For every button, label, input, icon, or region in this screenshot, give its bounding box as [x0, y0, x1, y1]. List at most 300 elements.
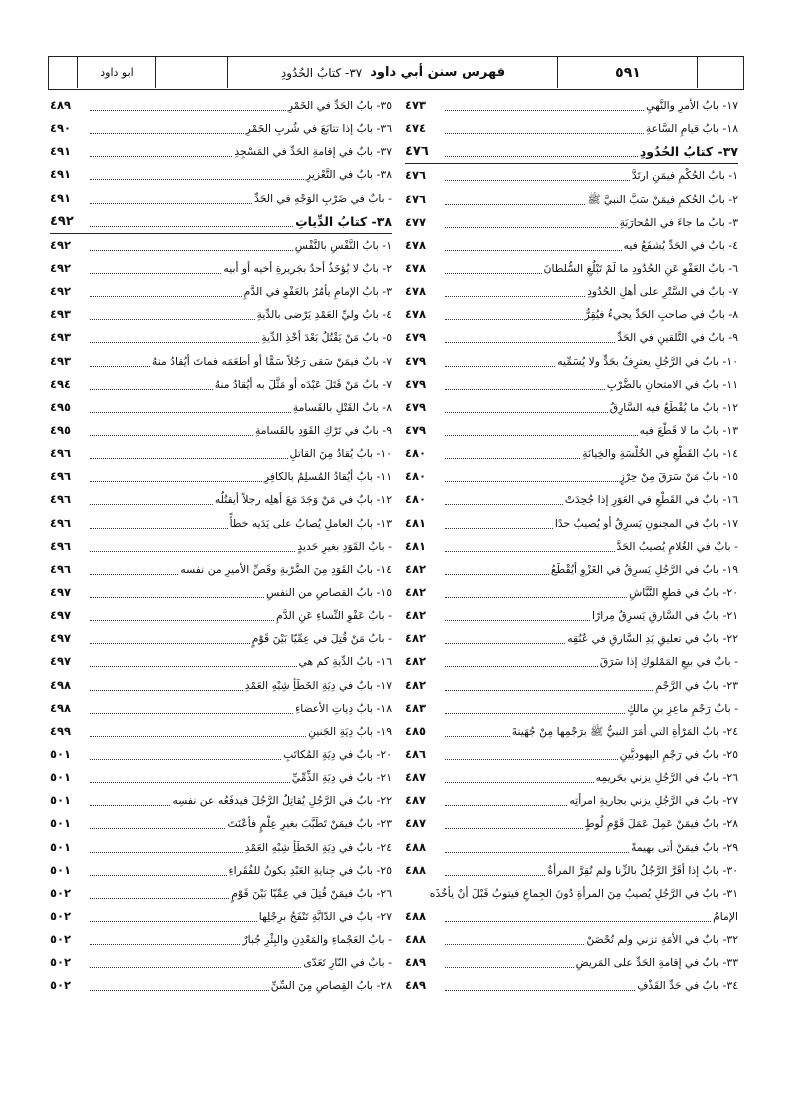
entry-page-number: ٤٨٩	[50, 98, 72, 112]
index-entry	[50, 419, 392, 442]
entry-page-number: ٤٩٣	[50, 330, 72, 345]
entry-page-number: ٤٨٧	[405, 793, 427, 808]
index-entry	[405, 442, 738, 465]
entry-title: - بابُ القَوَدِ بغيرِ حَديدٍ	[297, 539, 392, 553]
entry-title: ٨- بابٌ في صاحبِ الحَدِّ يجيءُ فيُقِرُّ	[584, 308, 738, 322]
index-entry	[405, 720, 738, 743]
dot-leader	[445, 250, 622, 251]
index-entry	[405, 928, 738, 951]
dot-leader	[90, 504, 213, 505]
dot-leader	[445, 666, 598, 667]
entry-page-number: ٤٨٣	[405, 700, 427, 715]
index-entry	[405, 974, 738, 997]
index-entry	[50, 650, 392, 673]
index-entry	[50, 140, 392, 163]
dot-leader	[445, 597, 627, 598]
entry-page-number: ٤٧٤	[405, 121, 427, 136]
header-cell-empty-2	[155, 57, 228, 88]
entry-title: ٢٩- بابٌ فيمَنْ أتى بهيمةً	[631, 840, 738, 854]
entry-title: ١١- بابُ أيُقادُ المُسلِمُ بالكافِرِ	[263, 470, 392, 484]
entry-title: ١٩- بابُ دِيَةِ الجَنينِ	[308, 724, 392, 738]
entry-title: ٢٣- بابٌ في الرَّجْمِ	[655, 678, 738, 692]
entry-page-number: ٤٨٢	[405, 608, 427, 623]
index-entry	[405, 697, 738, 720]
entry-page-number: ٤٧٩	[405, 376, 427, 391]
entry-page-number: ٤٩٨	[50, 677, 72, 692]
dot-leader	[445, 319, 583, 320]
index-entry	[405, 396, 738, 419]
entry-page-number: ٤٩٧	[50, 654, 72, 669]
entry-title: ٧- بابٌ في السَّتْرِ على أهلِ الحُدُودِ	[587, 285, 738, 299]
dot-leader	[445, 620, 590, 621]
entry-title: ٢٢- بابٌ في تعليقِ يَدِ السَّارقِ في عُنُقِه	[567, 632, 738, 646]
entry-title: ١٦- بابُ الدِّيةِ كم هي	[298, 655, 392, 669]
dot-leader	[90, 551, 295, 552]
entry-title: ٩- بابٌ في التَّلقينِ في الحَدِّ	[617, 331, 738, 345]
index-entry	[50, 558, 392, 581]
entry-title: ١٥- بابُ القصاصِ من النفسِ	[266, 585, 392, 599]
entry-page-number: ٤٧٨	[405, 307, 427, 322]
dot-leader	[90, 898, 229, 899]
index-entry	[405, 419, 738, 442]
entry-page-number: ٤٩١	[50, 144, 72, 159]
index-entry	[50, 674, 392, 697]
entry-page-number: ٤٨١	[405, 515, 427, 530]
entry-title: ٣٦- بابٌ إذا تتابَعَ في شُربِ الخَمْرِ	[245, 122, 392, 136]
dot-leader	[445, 528, 553, 529]
entry-page-number: ٤٨١	[405, 538, 427, 553]
dot-leader	[445, 852, 629, 853]
header-cell-title	[227, 57, 558, 88]
dot-leader	[445, 944, 584, 945]
entry-title: ٢٦- بابٌ فيمَنْ قُتِلَ في عِمِّيّا بَيْنَ قَوْمٍ	[231, 886, 392, 900]
dot-leader	[445, 759, 618, 760]
dot-leader	[90, 458, 288, 459]
dot-leader	[90, 110, 286, 111]
entry-page-number: ٤٧٨	[405, 284, 427, 299]
entry-title: ٢٨- بابٌ فيمَنْ عَمِلَ عَمَلَ قَوْمِ لُوطٍ	[584, 817, 738, 831]
entry-title: ٢١- بابٌ في السَّارقِ يَسرِقُ مِرارًا	[591, 609, 738, 623]
dot-leader	[445, 133, 644, 134]
dot-leader	[445, 967, 574, 968]
entry-page-number: ٤٧٦	[405, 191, 427, 206]
dot-leader	[90, 852, 243, 853]
entry-page-number: ٤٧٩	[405, 330, 427, 345]
entry-title: ٢٦- بابٌ في الرَّجُلِ يزني بحَريمِه	[595, 771, 738, 785]
entry-page-number: ٤٩٢	[50, 284, 72, 299]
entry-title: ٣- بابُ ما جاءَ في المُحارَبَةِ	[619, 215, 738, 229]
entry-page-number: ٤٨٠	[405, 446, 427, 461]
chapter-heading	[405, 140, 738, 164]
dot-leader	[445, 435, 638, 436]
dot-leader	[90, 481, 262, 482]
index-entry	[405, 581, 738, 604]
dot-leader	[90, 296, 242, 297]
entry-page-number: ٤٩٦	[50, 538, 72, 553]
entry-title: ٢١- بابٌ في دِيَةِ الذِّمِّيِّ	[291, 771, 392, 785]
dot-leader	[90, 528, 228, 529]
dot-leader	[90, 782, 290, 783]
entry-title: ٧- بابُ مَنْ قَتَلَ عَبْدَه أو مَثَّلَ به أيُقادُ منهُ	[214, 377, 392, 391]
entry-page-number: ٤٨٩	[405, 955, 427, 970]
entry-title: ١٧- بابُ الأمرِ والنَّهيِ	[646, 99, 738, 112]
entry-page-number: ٥٠١	[50, 816, 72, 831]
entry-page-number: ٤٩٨	[50, 700, 72, 715]
index-entry	[50, 581, 392, 604]
entry-page-number: ٤٨٢	[405, 584, 427, 599]
index-entry	[50, 280, 392, 303]
index-entry	[50, 488, 392, 511]
index-entry	[405, 812, 738, 835]
dot-leader	[90, 713, 293, 714]
dot-leader	[445, 458, 580, 459]
entry-page-number: ٤٨٢	[405, 654, 427, 669]
entry-title: ١- بابُ النَّفْسِ بالنَّفْسِ	[294, 238, 392, 252]
dot-leader	[445, 574, 549, 575]
entry-title: ١٨- بابُ قيامِ السَّاعةِ	[645, 122, 738, 136]
entry-page-number: ٤٩٦	[50, 446, 72, 461]
index-entry	[405, 905, 738, 928]
entry-title: ٣٨- بابٌ في التَّعْزيرِ	[305, 168, 392, 182]
entry-page-number: ٤٩٦	[50, 515, 72, 530]
index-entry	[50, 257, 392, 280]
entry-title: - بابٌ في الغُلامِ يُصيبُ الحَدَّ	[616, 539, 738, 553]
entry-title: ٢- بابٌ لا يُؤخَذُ أحدٌ بجَريرةِ أخيه أو أبيه	[223, 261, 392, 275]
entry-page-number: ٤٨٢	[405, 631, 427, 646]
entry-title: ١٨- بابُ دِياتِ الأعضاءِ	[295, 701, 392, 715]
dot-leader	[90, 620, 274, 621]
entry-page-number: ٤٧٣	[405, 98, 427, 112]
entry-title: ١٠- بابُ يُقادُ مِنَ القاتلِ	[289, 447, 392, 461]
index-entry	[50, 117, 392, 140]
entry-title: - بابُ مَنْ قُتِلَ في عِمِّيّا بَيْنَ قَوْمٍ	[251, 632, 392, 646]
dot-leader	[445, 227, 618, 228]
index-entry	[405, 117, 738, 140]
header-cell-empty-3	[697, 57, 743, 88]
index-entry	[405, 188, 738, 211]
entry-page-number: ٤٨٠	[405, 469, 427, 484]
entry-page-number: ٤٩٤	[50, 376, 72, 391]
index-entry	[405, 280, 738, 303]
dot-leader	[90, 250, 293, 251]
dot-leader	[90, 389, 213, 390]
index-entry	[405, 465, 738, 488]
entry-page-number: ٤٩٥	[50, 422, 72, 437]
dot-leader	[90, 412, 291, 413]
entry-page-number: ٤٩٧	[50, 631, 72, 646]
dot-leader	[445, 828, 583, 829]
entry-title: - بابُ عَفْوِ النِّساءِ عَنِ الدَّمِ	[276, 609, 392, 623]
index-entry	[50, 812, 392, 835]
index-entry	[50, 789, 392, 812]
dot-leader	[445, 551, 615, 552]
index-entry	[50, 627, 392, 650]
index-entry	[405, 789, 738, 812]
entry-title: - بابُ العَجْماءِ والمَعْدِنِ والبِئْرِ جُبارٌ	[242, 933, 392, 947]
entry-title: ١٧- بابٌ في المجنونِ يَسرِقُ أو يُصيبُ حدًا	[554, 516, 738, 530]
index-entry	[50, 465, 392, 488]
index-entry	[405, 535, 738, 558]
entry-title: ٣٧- كتابُ الحُدُودِ	[639, 144, 738, 160]
entry-page-number: ٥٠٢	[50, 955, 72, 970]
entry-page-number: ٤٨٨	[405, 932, 427, 947]
index-entry	[405, 558, 738, 581]
index-title: فهرس سنن أبي داود	[370, 65, 506, 80]
dot-leader	[445, 736, 510, 737]
dot-leader	[90, 203, 252, 204]
header-cell-page-number: ٥٩١	[557, 57, 698, 88]
dot-leader	[90, 179, 304, 180]
index-entry	[405, 211, 738, 234]
entry-page-number: ٤٨٧	[405, 816, 427, 831]
entry-page-number: ٥٠١	[50, 793, 72, 808]
entry-page-number: ٥٠١	[50, 770, 72, 785]
dot-leader	[445, 690, 653, 691]
dot-leader	[90, 574, 178, 575]
index-entry	[405, 512, 738, 535]
dot-leader	[445, 204, 585, 205]
index-entry	[50, 234, 392, 257]
entry-page-number: ٤٩٢	[50, 260, 72, 275]
index-entry	[50, 836, 392, 859]
entry-title: ٣٧- بابٌ في إقامةِ الحَدِّ في المَسْجِدِ	[234, 145, 392, 159]
entry-page-number: ٤٧٧	[405, 214, 427, 229]
dot-leader	[90, 319, 255, 320]
index-entry	[405, 859, 738, 882]
index-entry	[50, 697, 392, 720]
index-entry	[50, 373, 392, 396]
entry-page-number: ٥٠١	[50, 746, 72, 761]
entry-title: ١٤- بابُ القَطْعِ في الخُلْسَةِ والخِيانَةِ	[582, 447, 738, 461]
dot-leader	[445, 180, 630, 181]
entry-title: ١٣- بابُ ما لا قَطْعَ فيه	[639, 423, 738, 437]
index-entry	[405, 951, 738, 974]
dot-leader	[90, 435, 253, 436]
dot-leader	[445, 782, 594, 783]
entry-title: ٢٠- بابٌ في دِيَةِ المُكاتَبِ	[283, 747, 392, 761]
entry-page-number: ٤٧٦	[405, 144, 429, 160]
dot-leader	[90, 597, 264, 598]
dot-leader	[445, 643, 565, 644]
entry-title: ١٣- بابُ العاملِ يُصابُ على يَدَيه خطأً	[229, 516, 392, 530]
index-entry	[50, 905, 392, 928]
entry-title: ٤- بابُ وليِّ العَمْدِ يَرْضى بالدِّيةِ	[256, 308, 392, 322]
index-entry	[50, 928, 392, 951]
entry-title: ٢- بابُ الحُكمِ فيمَنْ سَبَّ النبيَّ ﷺ	[587, 192, 738, 206]
entry-title: ١٢- بابٌ في مَنْ وَجَدَ مَعَ أهلِه رجلاً أيقتُلُه	[214, 493, 392, 507]
entry-page-number: ٤٨٢	[405, 561, 427, 576]
index-entry	[405, 257, 738, 280]
index-entry	[50, 951, 392, 974]
dot-leader	[90, 273, 221, 274]
dot-leader	[90, 156, 232, 157]
entry-title: ٣٣- بابٌ في إقامةِ الحَدِّ على المَريضِ	[575, 956, 738, 970]
dot-leader	[90, 990, 269, 991]
dot-leader	[90, 666, 297, 667]
header-cell-empty-1	[49, 57, 77, 88]
entry-title: ٨- بابُ القَتْلِ بالقَسامةِ	[292, 400, 392, 414]
entry-page-number: ٤٧٨	[405, 237, 427, 252]
entry-title: ٣٨- كتابُ الدِّياتِ	[295, 213, 392, 229]
dot-leader	[90, 342, 259, 343]
index-entry	[405, 743, 738, 766]
index-entry	[405, 650, 738, 673]
header-cell-book-name: ابو داود	[77, 57, 156, 88]
index-entry	[50, 535, 392, 558]
entry-title: ٧- بابٌ فيمَنْ سَقى رَجُلاً سَمًّا أو أطعَمَه فماتَ أيُقادُ منهُ	[151, 354, 392, 368]
dot-leader	[90, 226, 293, 227]
entry-title: ٣- بابُ الإمامِ يأمُرُ بالعَفْوِ في الدَّمِ	[243, 285, 392, 299]
entry-page-number: ٥٠١	[50, 862, 72, 877]
dot-leader	[445, 156, 638, 157]
entry-title: ٢٥- بابٌ في رَجْمِ اليهوديَّينِ	[619, 747, 738, 761]
dot-leader	[90, 967, 301, 968]
index-entry	[405, 627, 738, 650]
entry-page-number: ٤٩٩	[50, 723, 72, 738]
entry-title: ٥- بابُ مَنْ يَقْتُلُ بَعْدَ أخْذِ الدِّيةِ	[261, 331, 392, 345]
entry-page-number: ٤٨٩	[405, 978, 427, 993]
entry-title: ١٢- بابُ ما يُقْطَعُ فيه السَّارِقُ	[609, 400, 738, 414]
entry-page-number: ٤٨٦	[405, 746, 427, 761]
entry-page-number: ٤٧٩	[405, 422, 427, 437]
dot-leader	[90, 875, 227, 876]
entry-title: ١٩- بابٌ في الرَّجُلِ يَسرِقُ في الغَزْوِ أيُقْطَعُ	[550, 562, 738, 576]
index-column-right	[405, 94, 738, 997]
entry-page-number: ٤٩٣	[50, 353, 72, 368]
index-entry	[50, 442, 392, 465]
entry-title: ٢٥- بابٌ في جِنايةِ العَبْدِ يكونُ للفُقَراءِ	[228, 863, 392, 877]
index-entry	[50, 326, 392, 349]
entry-title: ١٤- بابُ القَوَدِ مِنَ الضَّرْبةِ وقَصِّ الأميرِ من نفسه	[180, 562, 392, 576]
index-entry	[50, 604, 392, 627]
entry-page-number: ٤٩٥	[50, 399, 72, 414]
entry-title: ٢٨- بابُ القِصاصِ مِنَ السِّنِّ	[270, 979, 392, 993]
dot-leader	[445, 805, 567, 806]
entry-title: ٣٤- بابٌ في حَدِّ القَذْفِ	[637, 979, 738, 993]
index-entry	[405, 604, 738, 627]
entry-page-number: ٤٨٨	[405, 839, 427, 854]
entry-page-number: ٤٨٥	[405, 723, 427, 738]
index-entry	[50, 163, 392, 186]
index-column-left	[50, 94, 392, 997]
index-entry	[405, 882, 738, 905]
dot-leader	[445, 389, 605, 390]
entry-title: - بابٌ في النّارِ تَعَدّى	[303, 956, 392, 970]
entry-title: ٣٥- بابُ الحَدِّ في الخَمْرِ	[287, 99, 392, 112]
entry-page-number: ٤٨٨	[405, 862, 427, 877]
index-entry	[50, 766, 392, 789]
dot-leader	[445, 481, 618, 482]
index-entry	[50, 743, 392, 766]
index-entry	[50, 882, 392, 905]
index-entry	[405, 303, 738, 326]
entry-title: ٢٧- بابٌ في الرَّجُلِ يزني بجاريةِ امرأتِه	[569, 794, 738, 808]
entry-title: ٤- بابٌ في الحَدِّ يُشفَعُ فيه	[623, 238, 738, 252]
entry-page-number: ٥٠٢	[50, 885, 72, 900]
index-entry	[405, 350, 738, 373]
dot-leader	[90, 690, 243, 691]
entry-title: ١٦- بابٌ في القَطْعِ في العَوَرِ إذا جُحِدَتْ	[564, 493, 738, 507]
entry-page-number: ٤٨٠	[405, 492, 427, 507]
index-entry	[50, 859, 392, 882]
entry-page-number: ٥٠١	[50, 839, 72, 854]
entry-page-number: ٤٩٠	[50, 121, 72, 136]
entry-page-number: ٤٨٧	[405, 770, 427, 785]
entry-page-number: ٤٨٢	[405, 677, 427, 692]
entry-page-number: ٤٩٦	[50, 469, 72, 484]
entry-title: ١٠- بابٌ في الرَّجُلِ يعترِفُ بحَدٍّ ولا يُسَمِّيه	[557, 354, 738, 368]
dot-leader	[90, 759, 281, 760]
dot-leader	[445, 110, 644, 111]
entry-title: ٩- بابٌ في تَرْكِ القَوَدِ بالقَسامةِ	[254, 423, 392, 437]
index-entry	[405, 373, 738, 396]
entry-title: - بابٌ في بيعِ المَمْلوكِ إذا سَرَقَ	[599, 655, 738, 669]
index-entry	[50, 350, 392, 373]
chapter-heading	[50, 210, 392, 234]
index-entry	[50, 512, 392, 535]
entry-page-number: ٥٠٢	[50, 908, 72, 923]
entry-title: ١٥- بابُ مَنْ سَرَقَ مِنْ حِرْزٍ	[619, 470, 738, 484]
index-entry	[405, 164, 738, 187]
entry-title: ٣١- بابٌ في الرَّجُلِ يُصيبُ مِنَ المرأةِ دُونَ الجِماعِ فيتوبُ قَبْلَ أنْ يأخُذَه	[429, 886, 738, 900]
entry-page-number: ٤٩١	[50, 167, 72, 182]
index-entry	[50, 720, 392, 743]
dot-leader	[90, 828, 225, 829]
entry-title: - بابٌ في ضَرْبِ الوَجْهِ في الحَدِّ	[254, 191, 392, 205]
index-entry	[50, 303, 392, 326]
index-entry	[405, 94, 738, 117]
dot-leader	[445, 713, 625, 714]
entry-page-number: ٥٠٢	[50, 978, 72, 993]
entry-page-number: ٤٧٦	[405, 168, 427, 183]
index-entry	[405, 234, 738, 257]
entry-page-number: ٤٩٢	[50, 237, 72, 252]
entry-title: ٢٣- بابٌ فيمَنْ تَطَبَّبَ بغيرِ عِلْمٍ فأعْنَتَ	[227, 817, 392, 831]
entry-title: ٢٤- بابٌ في دِيَةِ الخَطَأِ شِبْهِ العَمْدِ	[244, 840, 392, 854]
index-entry	[405, 488, 738, 511]
entry-title: ٢٢- بابٌ في الرَّجُلِ يُقاتِلُ الرَّجُلَ فيدفَعُه عن نفسِه	[172, 794, 392, 808]
dot-leader	[90, 643, 250, 644]
dot-leader	[445, 296, 585, 297]
entry-title: الإمامُ	[713, 909, 738, 923]
index-entry	[405, 766, 738, 789]
entry-page-number: ٤٨٨	[405, 908, 427, 923]
dot-leader	[445, 921, 711, 922]
entry-page-number: ٤٩٧	[50, 608, 72, 623]
entry-title: ١١- بابٌ في الامتحانِ بالضَّرْبِ	[606, 377, 738, 391]
entry-page-number: ٥٠٢	[50, 932, 72, 947]
dot-leader	[90, 133, 244, 134]
entry-title: - بابُ رَجْمِ ماعِزِ بنِ مالكٍ	[627, 701, 738, 715]
entry-title: ٦- بابُ العَفْوِ عَنِ الحُدُودِ ما لَمْ تَبْلُغِ السُّلطانَ	[543, 261, 738, 275]
dot-leader	[445, 273, 542, 274]
entry-title: ٢٧- بابٌ في الدّابَّةِ تَنْفَحُ برِجْلِها	[258, 909, 392, 923]
entry-title: ٣٠- بابٌ إذا أقَرَّ الرَّجُلُ بالزِّنا ولم تُقِرَّ المرأةُ	[547, 863, 738, 877]
entry-title: ٢٤- بابُ المَرْأةِ التي أمَرَ النبيُّ ﷺ برَجْمِها مِنْ جُهَينةَ	[511, 724, 738, 738]
dot-leader	[90, 736, 306, 737]
index-entry	[50, 94, 392, 117]
dot-leader	[445, 875, 545, 876]
entry-page-number: ٤٩٦	[50, 561, 72, 576]
index-entry	[50, 974, 392, 997]
entry-page-number: ٤٧٩	[405, 353, 427, 368]
dot-leader	[445, 412, 608, 413]
section-title: ٣٧- كتابُ الحُدُودِ	[280, 65, 363, 80]
index-entry	[50, 396, 392, 419]
index-entry	[405, 674, 738, 697]
index-entry	[50, 187, 392, 210]
dot-leader	[445, 990, 635, 991]
